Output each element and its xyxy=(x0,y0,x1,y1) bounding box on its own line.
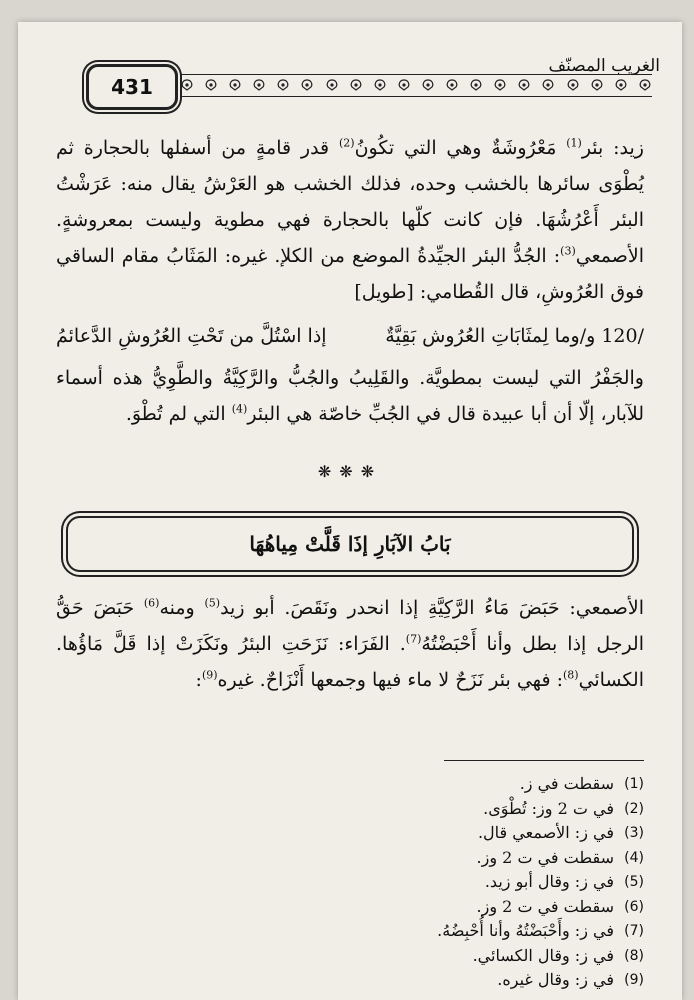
ornament-icon xyxy=(566,79,580,91)
footnote-text: في ز: وقال الكسائي. xyxy=(472,945,614,965)
text-run: زيد: بئر xyxy=(581,137,644,159)
chapter-heading: بَابُ الآبَارِ إذَا قَلَّتْ مِياهُهَا xyxy=(66,516,634,572)
footnote-text: في ت 2 وز: تُطْوَى. xyxy=(483,798,614,818)
ornament-icon xyxy=(325,79,339,91)
footnote-number: (9) xyxy=(624,972,644,988)
footnote-ref-1[interactable]: (1) xyxy=(566,136,582,150)
text-run: التي لم تُطْوَ. xyxy=(125,403,226,425)
footnote-text: في ز: وأَحْبَضْتُهُ وأنا أُحْبِضُهُ. xyxy=(437,921,614,940)
page-header xyxy=(18,40,682,110)
footnote-ref-2[interactable]: (2) xyxy=(338,136,355,150)
ornament-icon xyxy=(517,79,531,91)
footnote-text: سقطت في ت 2 وز. xyxy=(476,896,614,916)
page-number: 431 xyxy=(86,64,178,110)
ornament-icon xyxy=(541,79,555,91)
ornament-icon xyxy=(276,79,290,91)
paragraph-3 xyxy=(56,590,644,698)
footnote-number: (8) xyxy=(624,947,644,964)
footnote-number: (5) xyxy=(624,874,644,890)
verse-hemistich-2: إذا اسْتُلَّ من تَحْتِ العُرُوشِ الدَّعائمُ xyxy=(56,325,327,347)
footnote-ref-9[interactable]: (9) xyxy=(201,668,218,682)
main-text xyxy=(56,130,644,698)
ornament-icon xyxy=(493,79,507,91)
ornament-icon xyxy=(180,79,194,91)
footnote-number: (2) xyxy=(624,800,644,817)
footnote-ref-7[interactable]: (7) xyxy=(405,632,422,646)
ornament-icon xyxy=(590,79,604,91)
ornament-icon xyxy=(614,79,628,91)
footnote-number: (6) xyxy=(624,898,644,915)
text-run: : فهي بئر نَزَحٌ لا ماء فيها وجمعها أَنْزَاحٌ. غيره xyxy=(217,669,563,691)
ornament-icon xyxy=(397,79,411,91)
ornament-icon xyxy=(373,79,387,91)
ornament-icon xyxy=(204,79,218,91)
text-run: . الفَرَاء: نَزَحَتِ البئرُ ونَكَزَتْ إذا قَلَّ مَاؤُها. الكسائي xyxy=(56,633,644,691)
ornament-icon xyxy=(349,79,363,91)
text-run: الأصمعي: حَبَضَ مَاءُ الرَّكِيَّةِ إذا انحدر ونَقَصَ. أبو زيد xyxy=(220,597,644,619)
footnote-text: في ز: الأصمعي قال. xyxy=(477,823,614,842)
footnote-item xyxy=(84,968,644,993)
footnote-ref-6[interactable]: (6) xyxy=(143,596,160,610)
footnote-item xyxy=(84,797,644,822)
footnote-number: (4) xyxy=(624,849,644,866)
ornament-icon xyxy=(228,79,242,91)
footnote-separator xyxy=(444,760,644,761)
text-run: : xyxy=(195,669,202,691)
footnote-ref-8[interactable]: (8) xyxy=(562,668,579,682)
section-divider-stars: ❋❋❋ xyxy=(317,462,383,481)
ornament-icon xyxy=(638,79,652,91)
footnote-item xyxy=(84,870,644,895)
footnote-item xyxy=(84,772,644,797)
book-page xyxy=(18,22,682,1000)
ornament-icon xyxy=(469,79,483,91)
footnote-ref-5[interactable]: (5) xyxy=(204,596,221,610)
footnote-item xyxy=(84,944,644,969)
text-run: : الجُدُّ البئر الجيِّدةُ الموضع من الكلإ. غيره: المَثَابُ مقام الساقي فوق العُرُوشِ، قال القُطامي: [طويل] xyxy=(56,245,644,303)
footnote-item xyxy=(84,919,644,944)
ornament-icon xyxy=(252,79,266,91)
footnote-item xyxy=(84,895,644,920)
ornament-icon xyxy=(421,79,435,91)
footnote-number: (1) xyxy=(624,776,644,792)
text-run: قدر قامةٍ من أسفلها بالحجارة ثم يُطْوَى سائرها بالخشب وحده، فذلك الخشب هو العَرْشُ يقال منه: عَرَشْتُ البئر أَعْرُشُهَا. فإن كانت كلّها بالحجارة فهي مطوية وليست بمعروشةٍ. الأصمعي xyxy=(56,137,644,267)
footnote-text: في ز: وقال غيره. xyxy=(497,970,614,989)
text-run: ومنه xyxy=(159,597,195,619)
paragraph-1 xyxy=(56,130,644,310)
footnote-ref-4[interactable]: (4) xyxy=(231,402,248,416)
header-rule-bottom xyxy=(180,96,652,97)
footnote-item xyxy=(84,821,644,846)
text-run: والجَفْرُ التي ليست بمطويَّة. والقَلِيبُ والجُبُّ والرَّكِيَّةُ والطَّوِيُّ هذه أسماء للآبار، إلّا أن أبا عبيدة قال في الجُبِّ خاصّة هي البئر xyxy=(56,367,644,425)
footnote-number: (7) xyxy=(624,923,644,939)
paragraph-2 xyxy=(56,360,644,432)
footnotes-list xyxy=(84,772,644,993)
footnote-item xyxy=(84,846,644,871)
text-run: مَعْرُوشَةٌ وهي التي تكُونُ xyxy=(354,137,557,159)
poetry-verse xyxy=(56,318,644,354)
footnote-number: (3) xyxy=(624,825,644,841)
footnote-ref-3[interactable]: (3) xyxy=(560,244,576,258)
ornament-icon xyxy=(300,79,314,91)
ornament-icon xyxy=(445,79,459,91)
footnote-text: سقطت في ز. xyxy=(519,774,614,793)
header-ornament-band xyxy=(180,78,652,92)
book-title: الغريب المصنّف xyxy=(548,56,660,76)
footnote-text: سقطت في ت 2 وز. xyxy=(476,847,614,867)
verse-hemistich-1: /120 و/وما لِمثَابَاتِ العُرُوش بَقِيَّةٌ xyxy=(385,325,644,347)
text-run: حَبَضَ حَقُّ الرجل إذا بطل وأنا أَحْبَضْتُهُ xyxy=(56,597,645,655)
footnote-text: في ز: وقال أبو زيد. xyxy=(484,872,614,891)
